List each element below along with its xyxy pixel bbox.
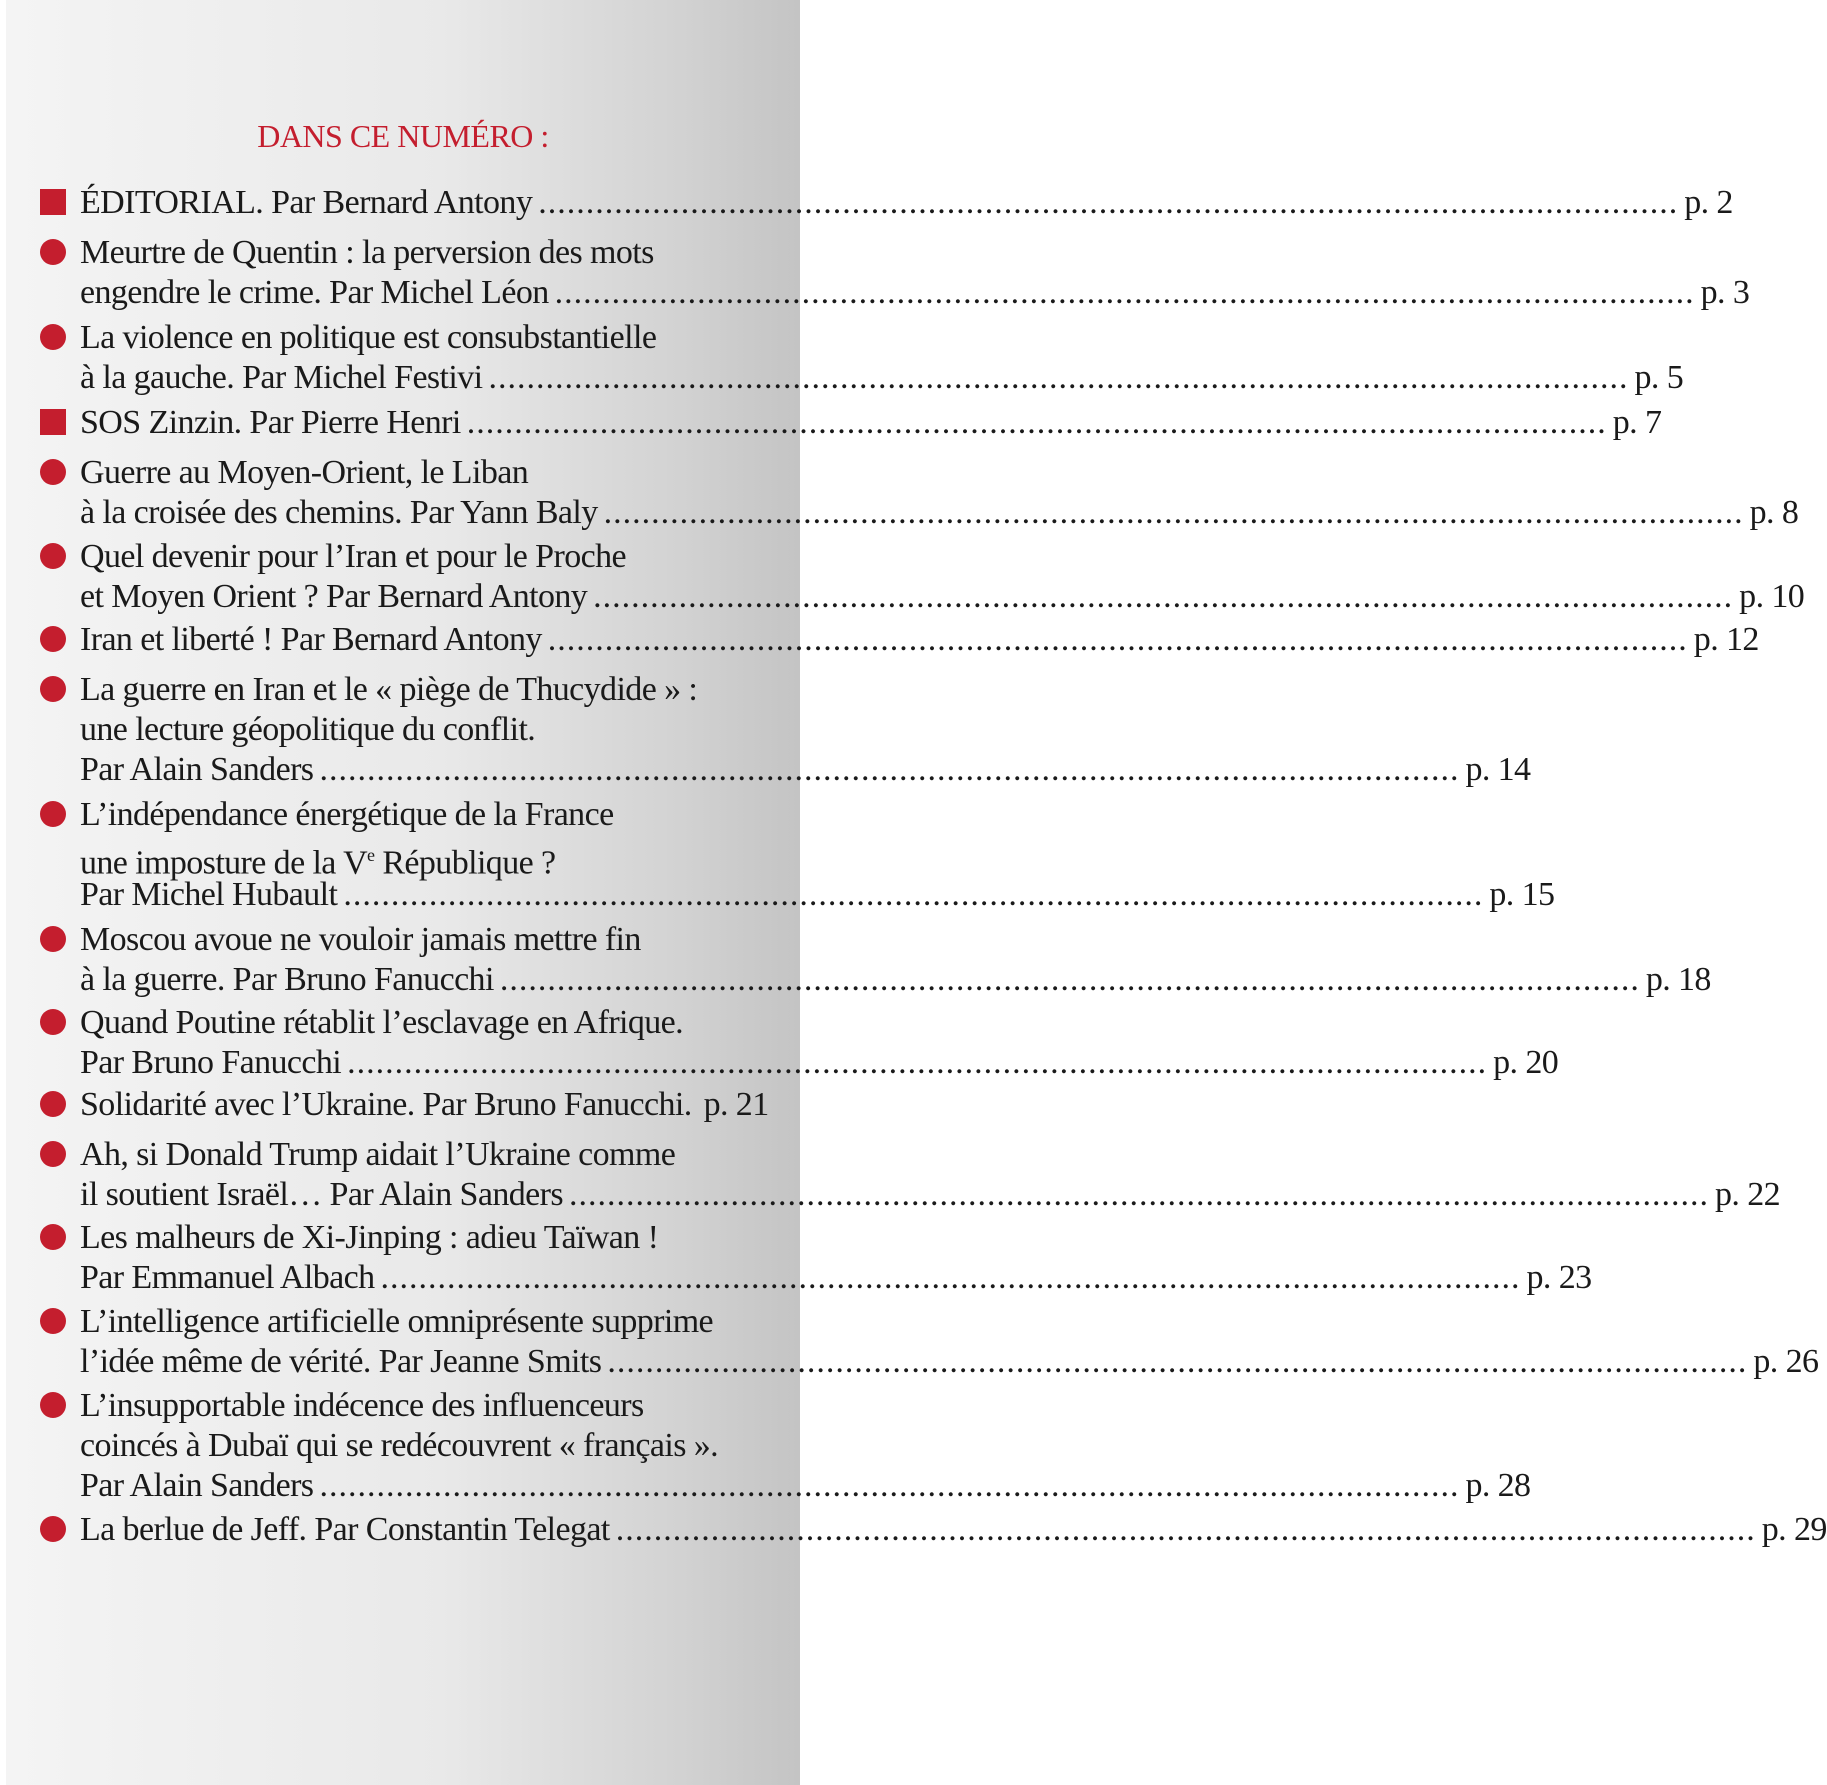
toc-entry-text: Solidarité avec l’Ukraine. Par Bruno Fanucchi. [80,1086,692,1123]
red-dot-bullet-icon [40,1141,66,1167]
dot-leader: ........................................................................................................................ [347,1044,1488,1081]
toc-entry-line [40,273,1750,313]
red-dot-bullet-icon [40,239,66,265]
toc-entry [40,183,1733,223]
toc-entry-text: Par Michel Hubault [80,876,338,913]
red-dot-bullet-icon [40,1091,66,1117]
dot-leader: ........................................................................................................................ [319,1467,1460,1504]
toc-entry-text: Guerre au Moyen-Orient, le Liban [80,454,529,491]
contents-panel [6,0,1827,1785]
toc-entry [40,620,1759,660]
toc-entry-text: coincés à Dubaï qui se redécouvrent « français ». [80,1427,719,1464]
toc-entry-line [40,1043,1559,1083]
page-number: p. 7 [1612,404,1662,441]
red-dot-bullet-icon [40,459,66,485]
red-dot-bullet-icon [40,1224,66,1250]
toc-entry-text: Quel devenir pour l’Iran et pour le Proche [80,538,626,575]
dot-leader: ........................................................................................................................ [499,961,1640,998]
toc-entry-line [40,1386,764,1426]
toc-entry-line [40,1218,764,1258]
toc-entry-line [40,1003,764,1043]
toc-entry-line [40,835,764,882]
toc-entry-text: Meurtre de Quentin : la perversion des mots [80,234,654,271]
toc-entry-text: l’idée même de vérité. Par Jeanne Smits [80,1343,602,1380]
red-dot-bullet-icon [40,1009,66,1035]
toc-entry-line [40,577,1805,617]
toc-entry-line [40,233,764,273]
toc-entry-line [40,537,764,577]
toc-entry-text: à la croisée des chemins. Par Yann Baly [80,494,598,531]
red-dot-bullet-icon [40,676,66,702]
toc-entry-text: La berlue de Jeff. Par Constantin Telegat [80,1511,610,1548]
toc-entry-text: Par Alain Sanders [80,1467,314,1504]
toc-entry [40,537,1805,617]
page-number: p. 18 [1645,961,1711,998]
toc-entry-line [40,750,1531,790]
contents-heading: DANS CE NUMÉRO : [257,118,549,154]
toc-entry [40,403,1662,443]
toc-entry-line [40,183,1733,223]
dot-leader: ........................................................................................................................ [488,359,1629,396]
page-number: p. 2 [1684,184,1733,221]
red-square-bullet-icon [40,189,66,215]
toc-entry [40,1085,769,1125]
toc-entry-text: à la gauche. Par Michel Festivi [80,359,483,396]
page-number: p. 3 [1700,274,1750,311]
toc-entry-line [40,1342,1819,1382]
toc-entry [40,1510,1827,1550]
page-number: p. 5 [1634,359,1684,396]
toc-entry-line [40,1135,764,1175]
toc-entry-line [40,1258,1592,1298]
red-dot-bullet-icon [40,1308,66,1334]
toc-entry-line [40,453,764,493]
toc-entry-text: La guerre en Iran et le « piège de Thucydide » : [80,671,698,708]
toc-entry [40,795,1555,915]
page-number: p. 8 [1749,494,1799,531]
toc-entry [40,1218,1592,1298]
dot-leader: ........................................................................................................................ [607,1343,1748,1380]
dot-leader: ........................................................................................................................ [569,1176,1709,1213]
toc-entry-text: Ah, si Donald Trump aidait l’Ukraine comme [80,1136,676,1173]
toc-entry-text: engendre le crime. Par Michel Léon [80,274,549,311]
toc-entry-text: L’intelligence artificielle omniprésente supprime [80,1303,714,1340]
toc-entry-text: et Moyen Orient ? Par Bernard Antony [80,578,588,615]
red-dot-bullet-icon [40,626,66,652]
toc-entry-text: à la guerre. Par Bruno Fanucchi [80,961,494,998]
red-dot-bullet-icon [40,926,66,952]
toc-entry [40,1302,1819,1382]
toc-entry [40,1003,1559,1083]
page-number: p. 28 [1465,1467,1531,1504]
toc-entry-text: Iran et liberté ! Par Bernard Antony [80,621,542,658]
toc-entry-line [40,875,1555,915]
page-number: p. 26 [1753,1343,1819,1380]
dot-leader: ........................................................................................................................ [466,404,1607,441]
red-dot-bullet-icon [40,1392,66,1418]
toc-entry-line [40,1466,1531,1506]
toc-entry-line [40,1302,764,1342]
dot-leader: ........................................................................................................................ [343,876,1484,913]
toc-entry [40,233,1750,313]
dot-leader: ........................................................................................................................ [538,184,1679,221]
dot-leader: ........................................................................................................................ [319,751,1460,788]
toc-entry-line [40,358,1684,398]
red-square-bullet-icon [40,409,66,435]
toc-entry-line [40,403,1662,443]
toc-entry [40,1135,1781,1215]
toc-entry-text: SOS Zinzin. Par Pierre Henri [80,404,461,441]
toc-entry-text: une imposture de la Ve République ? [80,844,556,882]
dot-leader: ........................................................................................................................ [615,1511,1756,1548]
toc-entry-text: Les malheurs de Xi-Jinping : adieu Taïwan ! [80,1219,659,1256]
dot-leader: ........................................................................................................................ [593,578,1734,615]
toc-entry-line [40,795,764,835]
dot-leader: ........................................................................................................................ [554,274,1695,311]
toc-entry [40,1386,1531,1506]
red-dot-bullet-icon [40,543,66,569]
dot-leader: ........................................................................................................................ [603,494,1744,531]
page-number: p. 14 [1465,751,1531,788]
toc-entry [40,920,1711,1000]
page-number: p. 15 [1489,876,1555,913]
toc-entry-line [40,710,764,750]
toc-entry-line [40,670,764,710]
red-dot-bullet-icon [40,324,66,350]
red-dot-bullet-icon [40,801,66,827]
red-dot-bullet-icon [40,1516,66,1542]
page-number: p. 22 [1715,1176,1781,1213]
toc-entry-line [40,1175,1781,1215]
toc-entry [40,670,1531,790]
toc-entry-text: Par Alain Sanders [80,751,314,788]
toc-entry-text: L’indépendance énergétique de la France [80,796,614,833]
toc-entry [40,318,1684,398]
toc-entry-text: Moscou avoue ne vouloir jamais mettre fin [80,921,641,958]
page-number: p. 12 [1693,621,1759,658]
toc-entry-text: La violence en politique est consubstantielle [80,319,657,356]
toc-entry-line [40,493,1799,533]
toc-entry [40,453,1799,533]
page-number: p. 20 [1493,1044,1559,1081]
toc-entry-line [40,960,1711,1000]
toc-entry-text: une lecture géopolitique du conflit. [80,711,536,748]
toc-entry-text: il soutient Israël… Par Alain Sanders [80,1176,563,1213]
toc-entry-text: ÉDITORIAL. Par Bernard Antony [80,184,533,221]
toc-entry-line [40,1085,769,1125]
toc-entry-line [40,620,1759,660]
toc-entry-text: L’insupportable indécence des influenceurs [80,1387,644,1424]
dot-leader: ........................................................................................................................ [380,1259,1521,1296]
toc-entry-line [40,1510,1827,1550]
page-number: p. 29 [1761,1511,1827,1548]
toc-entry-text: Par Bruno Fanucchi [80,1044,342,1081]
toc-entry-line [40,318,764,358]
dot-leader: ........................................................................................................................ [547,621,1688,658]
page-number: p. 10 [1739,578,1805,615]
toc-entry-line [40,1426,764,1466]
toc-entry-text: Quand Poutine rétablit l’esclavage en Afrique. [80,1004,684,1041]
toc-entry-line [40,920,764,960]
page-number: p. 21 [703,1086,769,1123]
toc-entry-text: Par Emmanuel Albach [80,1259,375,1296]
page-number: p. 23 [1526,1259,1592,1296]
